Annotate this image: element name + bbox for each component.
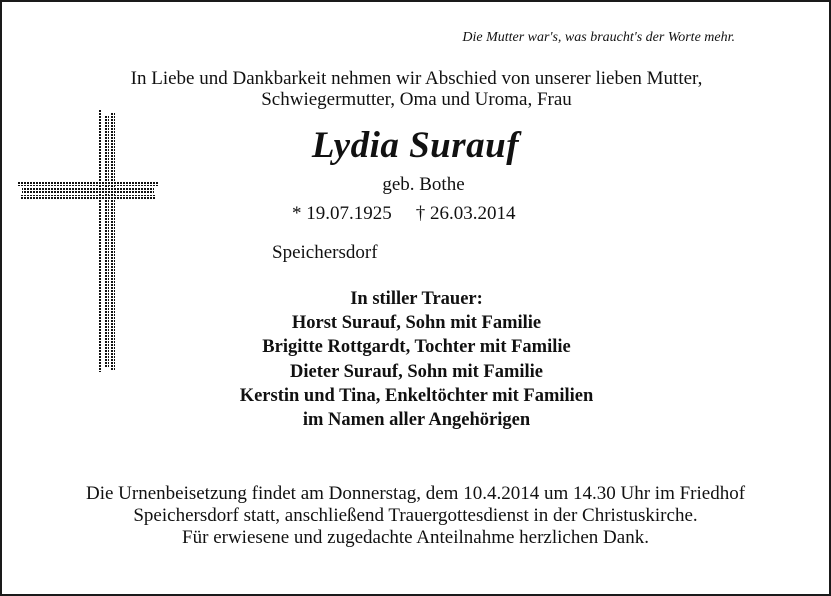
intro-line: In Liebe und Dankbarkeit nehmen wir Abschied von unserer lieben Mutter, — [130, 68, 703, 89]
quote: Die Mutter war's, was braucht's der Worte mehr. — [462, 30, 735, 45]
footer-line: Für erwiesene und zugedachte Anteilnahme herzlichen Dank. — [182, 527, 649, 548]
mourner-line: Kerstin und Tina, Enkeltöchter mit Familien — [239, 385, 594, 406]
birth-date: * 19.07.1925 — [292, 203, 392, 224]
mourner-line: Horst Surauf, Sohn mit Familie — [291, 313, 542, 334]
mourner-line: Brigitte Rottgardt, Tochter mit Familie — [262, 337, 571, 358]
footer-line: Die Urnenbeisetzung findet am Donnerstag, dem 10.4.2014 um 14.30 Uhr im Friedhof — [85, 483, 746, 504]
life-dates — [292, 203, 516, 225]
intro-line: Schwiegermutter, Oma und Uroma, Frau — [261, 89, 572, 110]
mourner-line: im Namen aller Angehörigen — [302, 410, 531, 431]
place: Speichersdorf — [272, 242, 378, 263]
death-date: † 26.03.2014 — [415, 203, 516, 224]
maiden-name: geb. Bothe — [382, 174, 465, 195]
mourners-list — [2, 287, 829, 432]
deceased-name: Lydia Surauf — [311, 125, 520, 166]
footer-text — [2, 483, 829, 549]
intro-text — [2, 68, 829, 110]
mourners-heading: In stiller Trauer: — [350, 289, 483, 309]
footer-line: Speichersdorf statt, anschließend Trauergottesdienst in der Christuskirche. — [133, 505, 698, 526]
mourner-line: Dieter Surauf, Sohn mit Familie — [290, 361, 543, 382]
